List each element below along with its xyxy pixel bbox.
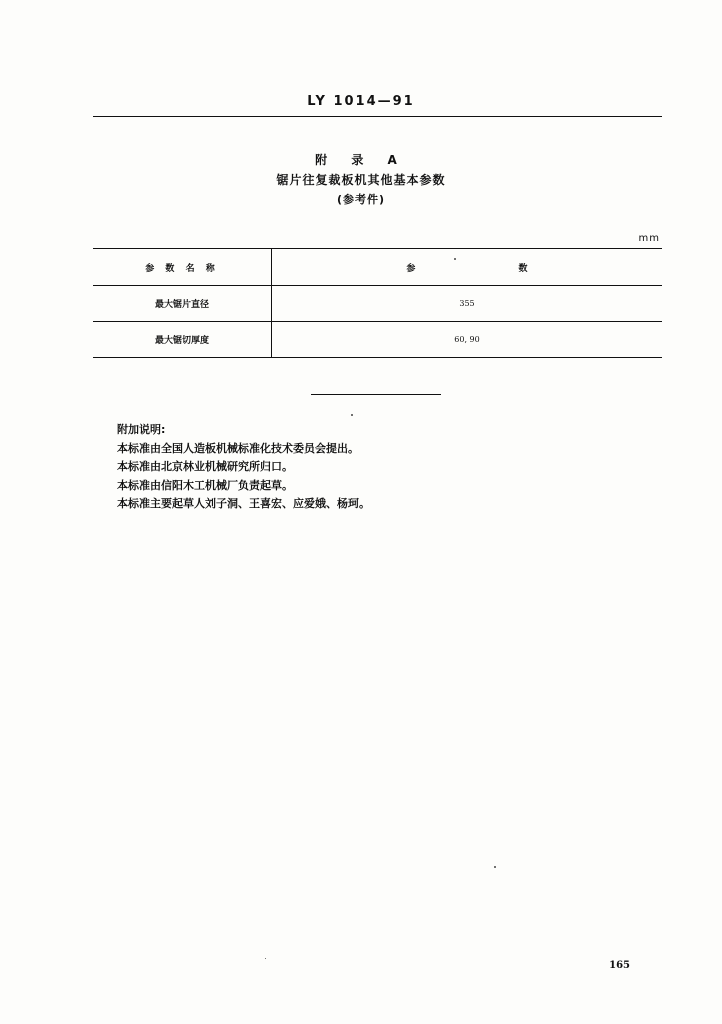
table-row xyxy=(93,286,662,322)
unit-label: mm xyxy=(638,233,660,244)
scan-speck xyxy=(454,258,456,260)
header-parameter-value: 参 数 xyxy=(272,249,663,286)
row-parameter-name: 最大锯片直径 xyxy=(93,286,272,322)
notes-heading: 附加说明: xyxy=(117,423,166,436)
additional-notes xyxy=(117,421,637,514)
notes-line: 本标准由信阳木工机械厂负责起草。 xyxy=(117,478,293,492)
notes-line: 本标准主要起草人刘子洞、王喜宏、应爱娥、杨珂。 xyxy=(117,497,370,510)
notes-line: 本标准由北京林业机械研究所归口。 xyxy=(117,460,293,473)
header-rule xyxy=(93,116,662,117)
table-row xyxy=(93,322,662,358)
row-parameter-name: 最大锯切厚度 xyxy=(93,322,272,358)
standard-code: LY 1014—91 xyxy=(307,94,415,109)
table-header-row xyxy=(93,249,662,286)
appendix-title: 附 录 A xyxy=(315,153,407,167)
header-parameter-name: 参 数 名 称 xyxy=(93,249,272,286)
appendix-note: (参考件) xyxy=(336,193,386,206)
page-number: 165 xyxy=(609,960,630,971)
end-of-appendix-rule xyxy=(311,394,441,395)
parameter-table xyxy=(93,248,662,358)
scan-speck xyxy=(351,414,353,416)
scan-speck xyxy=(265,958,266,959)
scan-speck xyxy=(494,866,496,868)
notes-line: 本标准由全国人造板机械标准化技术委员会提出。 xyxy=(117,441,359,455)
row-parameter-value: 355 xyxy=(272,286,663,322)
appendix-subtitle: 锯片往复裁板机其他基本参数 xyxy=(276,173,446,187)
row-parameter-value: 60, 90 xyxy=(272,322,663,358)
